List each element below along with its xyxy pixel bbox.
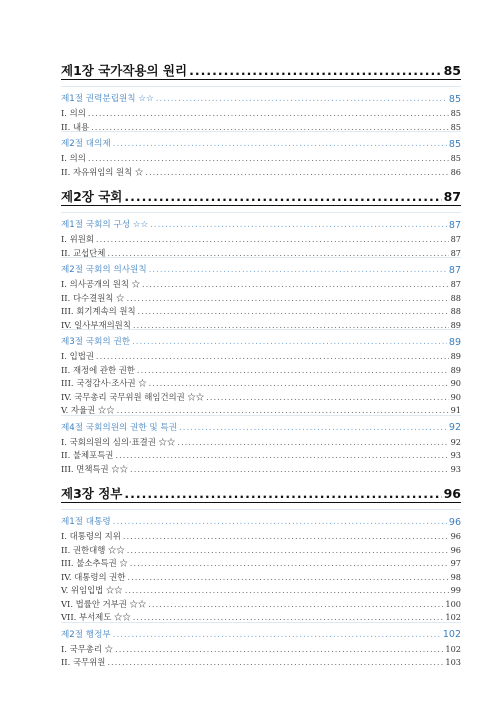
toc-entry-title: I. 입법권 (61, 351, 94, 362)
toc-section-row[interactable] (61, 622, 461, 640)
toc-page-number: 103 (445, 657, 461, 668)
toc-page-number: 85 (448, 93, 461, 105)
toc-entry-title: III. 면책특권 ☆☆ (61, 463, 129, 474)
toc-item-row[interactable] (61, 401, 461, 415)
toc-page-number: 102 (445, 643, 461, 654)
toc-entry-title: 제1절 대통령 (61, 517, 111, 528)
toc-page-number: 87 (443, 188, 461, 204)
toc-item-row[interactable] (61, 361, 461, 375)
toc-dot-leader (132, 338, 447, 347)
toc-page-number: 96 (450, 531, 461, 542)
toc-entry-title: IV. 대통령의 권한 (61, 571, 126, 582)
toc-page-number: 102 (445, 612, 461, 623)
toc-entry-title: 제1장 국가작용의 원리 (61, 62, 188, 78)
toc-page-number: 87 (448, 264, 461, 276)
toc-page-number: 88 (450, 306, 461, 317)
toc-dot-leader (133, 613, 444, 621)
toc-entry-title: I. 의의 (61, 153, 86, 164)
toc-item-row[interactable] (61, 104, 461, 118)
toc-entry-title: III. 불소추특권 ☆ (61, 558, 128, 569)
toc-page-number: 89 (450, 351, 461, 362)
toc-dot-leader (127, 573, 448, 581)
toc-dot-leader (88, 109, 449, 117)
toc-page-number: 85 (448, 138, 461, 150)
toc-dot-leader (177, 438, 448, 446)
toc-entry-title: I. 국회의원의 심의·표결권 ☆☆ (61, 436, 176, 447)
toc-page-number: 85 (450, 153, 461, 164)
toc-entry-title: I. 대통령의 지위 (61, 531, 121, 542)
toc-section-row[interactable] (61, 509, 461, 527)
toc-dot-leader (189, 65, 442, 78)
toc-page-number: 85 (450, 121, 461, 132)
toc-page-number: 87 (448, 219, 461, 231)
toc-dot-leader (206, 393, 448, 401)
toc-dot-leader (88, 154, 449, 162)
toc-item-row[interactable] (61, 244, 461, 258)
toc-item-row[interactable] (61, 275, 461, 289)
toc-dot-leader (117, 406, 449, 414)
toc-dot-leader (149, 379, 449, 387)
toc-page-number: 99 (450, 585, 461, 596)
toc-dot-leader (124, 488, 441, 501)
toc-dot-leader (130, 465, 449, 473)
toc-item-row[interactable] (61, 554, 461, 568)
toc-page-number: 87 (450, 279, 461, 290)
toc-item-row[interactable] (61, 347, 461, 361)
toc-page-number: 89 (450, 319, 461, 330)
toc-entry-title: 제3절 국회의 권한 (61, 337, 131, 348)
toc-entry-title: III. 회기계속의 원칙 (61, 306, 136, 317)
toc-entry-title: VI. 법률안 거부권 ☆☆ (61, 598, 147, 609)
toc-page-number: 102 (442, 629, 461, 640)
toc-dot-leader (137, 366, 449, 374)
toc-page-number: 85 (450, 108, 461, 119)
toc-item-row[interactable] (61, 446, 461, 460)
toc-dot-leader (113, 518, 447, 527)
toc-item-row[interactable] (61, 163, 461, 177)
toc-dot-leader (107, 249, 448, 257)
toc-item-row[interactable] (61, 374, 461, 388)
toc-entry-title: 제1절 권력분립원칙 ☆☆ (61, 94, 154, 105)
toc-item-row[interactable] (61, 568, 461, 582)
toc-entry-title: 제2절 국회의 의사원칙 (61, 265, 147, 276)
toc-section-row[interactable] (61, 329, 461, 347)
toc-page-number: 96 (443, 485, 461, 501)
toc-dot-leader (127, 546, 449, 554)
toc-item-row[interactable] (61, 608, 461, 622)
toc-dot-leader (142, 280, 449, 288)
toc-page-number: 93 (450, 450, 461, 461)
toc-dot-leader (138, 307, 449, 315)
toc-dot-leader (124, 191, 441, 204)
toc-entry-title: I. 의사공개의 원칙 ☆ (61, 279, 140, 290)
toc-entry-title: 제2절 행정부 (61, 629, 111, 640)
toc-entry-title: II. 교섭단체 (61, 247, 106, 258)
toc-item-row[interactable] (61, 302, 461, 316)
toc-item-row[interactable] (61, 388, 461, 402)
toc-item-row[interactable] (61, 316, 461, 330)
toc-entry-title: VII. 부서제도 ☆☆ (61, 612, 131, 623)
toc-dot-leader (113, 631, 441, 640)
toc-entry-title: II. 권한대행 ☆☆ (61, 544, 125, 555)
toc-entry-title: 제3장 정부 (61, 485, 123, 501)
toc-entry-title: IV. 일사부재의원칙 (61, 319, 131, 330)
toc-item-row[interactable] (61, 541, 461, 555)
toc-page-number: 90 (450, 391, 461, 402)
toc-section-row[interactable] (61, 415, 461, 433)
toc-entry-title: II. 불체포특권 (61, 450, 114, 461)
toc-page-number: 96 (448, 516, 461, 528)
toc-item-row[interactable] (61, 433, 461, 447)
toc-page-number: 100 (445, 598, 461, 609)
toc-page-number: 92 (450, 436, 461, 447)
toc-entry-title: I. 위원회 (61, 234, 94, 245)
toc-entry-title: V. 위임입법 ☆☆ (61, 585, 123, 596)
toc-page-number: 96 (450, 544, 461, 555)
toc-entry-title: III. 국정감사·조사권 ☆ (61, 378, 147, 389)
toc-item-row[interactable] (61, 595, 461, 609)
toc-chapter-row[interactable] (61, 473, 461, 503)
toc-dot-leader (150, 221, 447, 230)
toc-dot-leader (149, 266, 447, 275)
toc-section-row[interactable] (61, 257, 461, 275)
toc-dot-leader (115, 451, 448, 459)
toc-item-row[interactable] (61, 527, 461, 541)
toc-item-row[interactable] (61, 289, 461, 303)
toc-dot-leader (126, 294, 448, 302)
toc-page-number: 97 (450, 558, 461, 569)
toc-dot-leader (133, 321, 449, 329)
toc-dot-leader (125, 586, 449, 594)
toc-item-row[interactable] (61, 640, 461, 654)
toc-item-row[interactable] (61, 581, 461, 595)
toc-item-row[interactable] (61, 118, 461, 132)
toc-entry-title: II. 다수결원칙 ☆ (61, 292, 125, 303)
table-of-contents (61, 58, 461, 667)
toc-entry-title: 제1절 국회의 구성 ☆☆ (61, 220, 149, 231)
toc-section-row[interactable] (61, 86, 461, 104)
toc-dot-leader (107, 658, 443, 666)
toc-page-number: 91 (450, 405, 461, 416)
toc-entry-title: V. 자율권 ☆☆ (61, 405, 115, 416)
toc-chapter-row[interactable] (61, 176, 461, 206)
toc-entry-title: II. 내용 (61, 121, 90, 132)
toc-page-number: 88 (450, 292, 461, 303)
toc-page-number: 92 (448, 422, 461, 433)
toc-dot-leader (156, 95, 447, 104)
toc-entry-title: IV. 국무총리 국무위원 해임건의권 ☆☆ (61, 391, 205, 402)
toc-item-row[interactable] (61, 653, 461, 667)
toc-dot-leader (115, 645, 443, 653)
toc-page-number: 90 (450, 378, 461, 389)
toc-dot-leader (113, 140, 447, 149)
toc-page-number: 86 (450, 166, 461, 177)
toc-entry-title: II. 재정에 관한 권한 (61, 364, 135, 375)
toc-dot-leader (130, 559, 449, 567)
toc-page-number: 89 (448, 336, 461, 348)
toc-page-number: 85 (443, 62, 461, 78)
toc-dot-leader (96, 352, 449, 360)
toc-entry-title: 제4절 국회의원의 권한 및 특권 (61, 422, 178, 433)
toc-entry-title: II. 자유위임의 원칙 ☆ (61, 166, 144, 177)
toc-entry-title: I. 의의 (61, 108, 86, 119)
toc-page-number: 98 (450, 571, 461, 582)
toc-page-number: 87 (450, 247, 461, 258)
toc-section-row[interactable] (61, 131, 461, 149)
toc-page-number: 89 (450, 364, 461, 375)
toc-page-number: 93 (450, 463, 461, 474)
toc-entry-title: 제2절 대의제 (61, 139, 111, 150)
toc-dot-leader (123, 532, 449, 540)
toc-entry-title: II. 국무위원 (61, 657, 106, 668)
toc-dot-leader (91, 123, 448, 131)
toc-dot-leader (179, 424, 447, 433)
toc-dot-leader (145, 168, 448, 176)
toc-item-row[interactable] (61, 230, 461, 244)
toc-section-row[interactable] (61, 212, 461, 230)
toc-entry-title: 제2장 국회 (61, 188, 123, 204)
toc-page-number: 87 (450, 234, 461, 245)
toc-dot-leader (96, 235, 449, 243)
toc-item-row[interactable] (61, 149, 461, 163)
toc-entry-title: I. 국무총리 ☆ (61, 643, 114, 654)
toc-item-row[interactable] (61, 460, 461, 474)
toc-dot-leader (148, 600, 443, 608)
toc-chapter-row[interactable] (61, 58, 461, 80)
